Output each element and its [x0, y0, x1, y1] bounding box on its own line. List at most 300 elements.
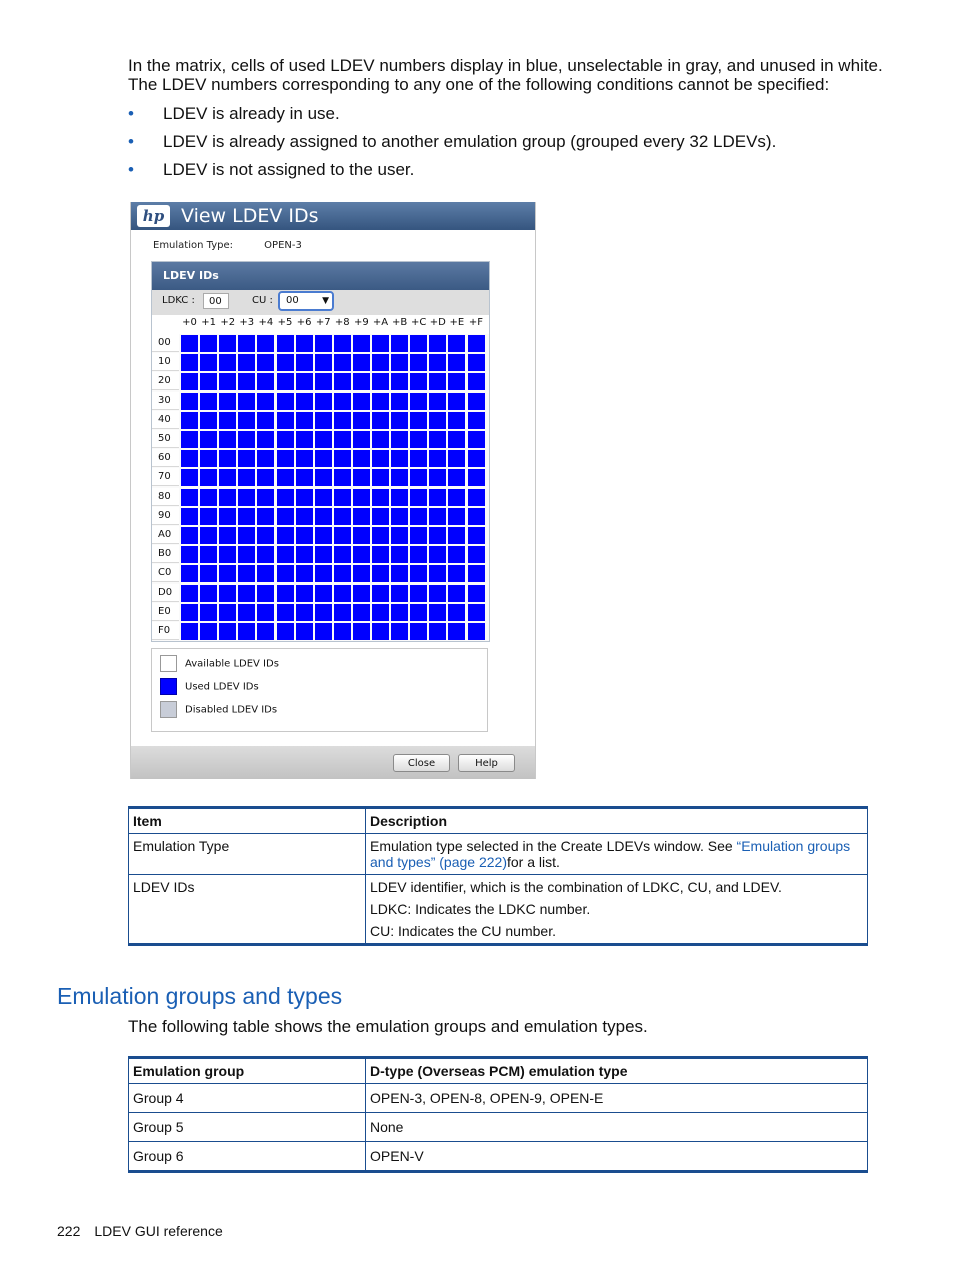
ldev-cell[interactable] [181, 373, 198, 390]
ldev-cell[interactable] [257, 585, 274, 602]
ldev-cell[interactable] [372, 508, 389, 525]
ldev-cell[interactable] [391, 565, 408, 582]
ldev-cell[interactable] [315, 393, 332, 410]
ldev-cell[interactable] [277, 585, 294, 602]
help-button[interactable]: Help [458, 754, 515, 772]
ldev-cell[interactable] [219, 393, 236, 410]
ldev-cell[interactable] [410, 508, 427, 525]
emulation-type-row [153, 240, 302, 251]
ldev-cell[interactable] [391, 450, 408, 467]
ldev-cell[interactable] [448, 450, 465, 467]
ldev-cell[interactable] [238, 546, 255, 563]
ldev-cell[interactable] [410, 393, 427, 410]
matrix-row-header: 80 [152, 488, 179, 506]
ldev-cell[interactable] [429, 604, 446, 621]
ldev-cell[interactable] [257, 469, 274, 486]
ldev-cell[interactable] [181, 450, 198, 467]
ldev-cell[interactable] [257, 412, 274, 429]
ldev-cell[interactable] [391, 335, 408, 352]
ldev-cell[interactable] [391, 393, 408, 410]
ldev-cell[interactable] [334, 412, 351, 429]
ldev-cell[interactable] [448, 565, 465, 582]
ldev-cell[interactable] [200, 489, 217, 506]
ldev-cell[interactable] [391, 489, 408, 506]
description-cell: LDEV identifier, which is the combination of LDKC, CU, and LDEV. LDKC: Indicates the LDKC number. CU: Indicates the CU number. [366, 875, 868, 945]
ldev-cell[interactable] [429, 469, 446, 486]
ldev-cell[interactable] [277, 469, 294, 486]
ldev-cell[interactable] [372, 469, 389, 486]
ldev-cell[interactable] [468, 623, 485, 640]
ldev-cell[interactable] [296, 335, 313, 352]
ldev-cell[interactable] [410, 335, 427, 352]
ldev-cell[interactable] [277, 373, 294, 390]
legend-available: Available LDEV IDs [160, 655, 279, 673]
ldev-cell[interactable] [257, 508, 274, 525]
ldev-cell[interactable] [257, 604, 274, 621]
ldev-cell[interactable] [334, 604, 351, 621]
ldev-cell[interactable] [257, 373, 274, 390]
header-emulation-type: D-type (Overseas PCM) emulation type [366, 1058, 868, 1084]
ldev-cell[interactable] [315, 565, 332, 582]
ldev-cell[interactable] [468, 412, 485, 429]
ldev-cell[interactable] [468, 469, 485, 486]
ldev-cell[interactable] [181, 508, 198, 525]
ldev-cell[interactable] [200, 508, 217, 525]
ldev-cell[interactable] [334, 508, 351, 525]
ldev-cell[interactable] [372, 585, 389, 602]
ldev-cell[interactable] [181, 527, 198, 544]
ldev-cell[interactable] [315, 469, 332, 486]
ldev-cell[interactable] [448, 354, 465, 371]
ldev-cell[interactable] [315, 373, 332, 390]
ldev-cell[interactable] [277, 508, 294, 525]
ldev-cell[interactable] [353, 604, 370, 621]
matrix-column-header: +5 [277, 317, 293, 328]
ldev-cell[interactable] [315, 527, 332, 544]
intro-paragraph: In the matrix, cells of used LDEV numbers display in blue, unselectable in gray, and unused in white. The LDEV numbers corresponding to any one of the following conditions cannot be specified: [128, 56, 883, 94]
ldev-cell[interactable] [181, 489, 198, 506]
ldev-cell[interactable] [315, 335, 332, 352]
emulation-groups-table [128, 1056, 868, 1173]
ldev-cell[interactable] [372, 393, 389, 410]
ldev-cell[interactable] [181, 469, 198, 486]
ldev-cell[interactable] [257, 623, 274, 640]
legend-disabled: Disabled LDEV IDs [160, 701, 277, 719]
ldev-cell[interactable] [181, 565, 198, 582]
ldev-cell[interactable] [219, 565, 236, 582]
table-row: Group 4 OPEN-3, OPEN-8, OPEN-9, OPEN-E [129, 1084, 868, 1113]
ldev-cell[interactable] [277, 489, 294, 506]
ldev-cell[interactable] [219, 469, 236, 486]
cu-dropdown[interactable] [278, 291, 334, 311]
cu-label: CU : [252, 295, 273, 306]
ldev-cell[interactable] [429, 354, 446, 371]
ldev-cell[interactable] [181, 546, 198, 563]
ldev-cell[interactable] [238, 604, 255, 621]
table-row [129, 834, 868, 875]
ldev-cell[interactable] [353, 508, 370, 525]
ldev-cell[interactable] [200, 373, 217, 390]
ldev-cell[interactable] [257, 393, 274, 410]
ldev-cell[interactable] [468, 585, 485, 602]
ldev-cell[interactable] [429, 623, 446, 640]
emulation-groups-link[interactable]: “Emulation groups and types” (page 222) [370, 838, 851, 870]
ldev-cell[interactable] [448, 469, 465, 486]
ldev-cell[interactable] [372, 450, 389, 467]
ldev-cell[interactable] [296, 354, 313, 371]
ldev-cell[interactable] [468, 431, 485, 448]
ldev-cell[interactable] [353, 469, 370, 486]
ldev-cell[interactable] [296, 431, 313, 448]
ldev-cell[interactable] [429, 412, 446, 429]
ldev-cell[interactable] [257, 450, 274, 467]
ldev-cell[interactable] [353, 335, 370, 352]
ldev-cell[interactable] [296, 393, 313, 410]
ldev-cell[interactable] [468, 565, 485, 582]
ldev-cell[interactable] [181, 335, 198, 352]
ldev-cell[interactable] [277, 412, 294, 429]
ldev-cell[interactable] [238, 393, 255, 410]
ldev-cell[interactable] [410, 585, 427, 602]
ldev-cell[interactable] [238, 508, 255, 525]
ldev-cell[interactable] [315, 623, 332, 640]
ldev-cell[interactable] [296, 565, 313, 582]
table-row [129, 875, 868, 945]
ldev-cell[interactable] [181, 354, 198, 371]
ldev-cell[interactable] [181, 623, 198, 640]
ldev-cell[interactable] [410, 354, 427, 371]
matrix-row-header: 50 [152, 430, 179, 448]
ldev-cell[interactable] [410, 623, 427, 640]
ldev-cell[interactable] [429, 335, 446, 352]
window-footer [131, 746, 535, 779]
ldev-cell[interactable] [238, 450, 255, 467]
ldev-cell[interactable] [391, 412, 408, 429]
ldev-cell[interactable] [372, 565, 389, 582]
ldev-cell[interactable] [448, 604, 465, 621]
ldev-cell[interactable] [410, 469, 427, 486]
ldev-cell[interactable] [353, 489, 370, 506]
ldev-cell[interactable] [410, 604, 427, 621]
ldev-cell[interactable] [353, 354, 370, 371]
ldev-cell[interactable] [334, 565, 351, 582]
ldev-cell[interactable] [468, 604, 485, 621]
ldev-cell[interactable] [277, 546, 294, 563]
ldev-cell[interactable] [372, 489, 389, 506]
table-row: Group 5 None [129, 1113, 868, 1142]
ldev-cell[interactable] [410, 431, 427, 448]
ldev-cell[interactable] [277, 335, 294, 352]
ldev-cell[interactable] [257, 546, 274, 563]
ldev-cell[interactable] [315, 585, 332, 602]
ldev-cell[interactable] [353, 546, 370, 563]
ldev-cell[interactable] [448, 546, 465, 563]
ldev-cell[interactable] [391, 604, 408, 621]
item-cell: LDEV IDs [129, 875, 366, 945]
ldev-cell[interactable] [468, 450, 485, 467]
ldev-cell[interactable] [391, 431, 408, 448]
ldev-cell[interactable] [219, 527, 236, 544]
ldev-cell[interactable] [257, 335, 274, 352]
ldev-cell[interactable] [238, 469, 255, 486]
ldev-cell[interactable] [334, 527, 351, 544]
ldev-cell[interactable] [181, 412, 198, 429]
ldev-cell[interactable] [429, 489, 446, 506]
ldev-cell[interactable] [238, 335, 255, 352]
matrix-column-header: +4 [258, 317, 274, 328]
ldev-cell[interactable] [391, 546, 408, 563]
matrix-row-header: D0 [152, 584, 179, 602]
ldev-cell[interactable] [296, 546, 313, 563]
ldev-cell[interactable] [391, 373, 408, 390]
section-heading: Emulation groups and types [57, 983, 343, 1009]
ldev-cell[interactable] [410, 373, 427, 390]
ldev-cell[interactable] [296, 604, 313, 621]
ldev-cell[interactable] [200, 527, 217, 544]
ldev-cell[interactable] [391, 354, 408, 371]
ldev-cell[interactable] [238, 585, 255, 602]
matrix-row-header: 60 [152, 449, 179, 467]
ldev-cell[interactable] [353, 565, 370, 582]
ldev-cell[interactable] [468, 354, 485, 371]
table-row: Group 6 OPEN-V [129, 1142, 868, 1172]
legend [151, 648, 488, 732]
ldev-cell[interactable] [353, 412, 370, 429]
ldev-cell[interactable] [315, 450, 332, 467]
ldev-cell[interactable] [296, 412, 313, 429]
description-cell: Emulation type selected in the Create LDEVs window. See “Emulation groups and types” (page 222)for a list. [366, 834, 868, 875]
ldev-cell[interactable] [448, 508, 465, 525]
ldev-cell[interactable] [334, 335, 351, 352]
ldev-cell[interactable] [353, 527, 370, 544]
ldev-cell[interactable] [334, 623, 351, 640]
ldev-cell[interactable] [448, 527, 465, 544]
matrix-column-header: +6 [296, 317, 312, 328]
ldev-cell[interactable] [429, 585, 446, 602]
ldev-cell[interactable] [372, 431, 389, 448]
ldev-cell[interactable] [200, 450, 217, 467]
ldev-cell[interactable] [353, 373, 370, 390]
ldev-cell[interactable] [238, 565, 255, 582]
ldev-cell[interactable] [181, 604, 198, 621]
ldev-cell[interactable] [429, 527, 446, 544]
ldev-cell[interactable] [200, 354, 217, 371]
ldev-cell[interactable] [219, 450, 236, 467]
ldev-cell[interactable] [334, 546, 351, 563]
ldev-cell[interactable] [277, 354, 294, 371]
matrix-row-header: 90 [152, 507, 179, 525]
ldev-cell[interactable] [296, 373, 313, 390]
ldev-cell[interactable] [315, 354, 332, 371]
ldev-cell[interactable] [391, 469, 408, 486]
ldev-cell[interactable] [448, 393, 465, 410]
ldev-cell[interactable] [200, 623, 217, 640]
ldev-cell[interactable] [257, 431, 274, 448]
ldev-cell[interactable] [181, 585, 198, 602]
ldev-cell[interactable] [219, 373, 236, 390]
ldev-cell[interactable] [468, 373, 485, 390]
ldev-cell[interactable] [238, 527, 255, 544]
ldev-cell[interactable] [410, 546, 427, 563]
page-footer [57, 1223, 223, 1239]
ldev-cell[interactable] [372, 335, 389, 352]
ldev-cell[interactable] [277, 431, 294, 448]
ldev-cell[interactable] [429, 450, 446, 467]
ldev-cell[interactable] [200, 585, 217, 602]
matrix-column-header: +C [411, 317, 427, 328]
ldev-cell[interactable] [315, 546, 332, 563]
ldev-cell[interactable] [468, 508, 485, 525]
ldev-cell[interactable] [429, 508, 446, 525]
ldev-cell[interactable] [372, 412, 389, 429]
ldev-cell[interactable] [410, 527, 427, 544]
ldev-cell[interactable] [448, 431, 465, 448]
matrix-row-header: A0 [152, 526, 179, 544]
matrix-row-header: C0 [152, 564, 179, 582]
ldev-cell[interactable] [468, 393, 485, 410]
ldev-cell[interactable] [448, 335, 465, 352]
ldev-cell[interactable] [315, 604, 332, 621]
ldev-cell[interactable] [448, 373, 465, 390]
matrix-row-header: 00 [152, 334, 179, 352]
ldev-cell[interactable] [410, 412, 427, 429]
ldev-cell[interactable] [429, 393, 446, 410]
ldev-cell[interactable] [391, 623, 408, 640]
ldev-cell[interactable] [219, 335, 236, 352]
ldev-cell[interactable] [181, 393, 198, 410]
ldev-cell[interactable] [296, 469, 313, 486]
ldev-cell[interactable] [353, 450, 370, 467]
ldev-cell[interactable] [353, 623, 370, 640]
ldev-cell[interactable] [410, 450, 427, 467]
ldev-cell[interactable] [334, 585, 351, 602]
ldev-cell[interactable] [410, 489, 427, 506]
ldev-cell[interactable] [257, 527, 274, 544]
ldev-cell[interactable] [334, 393, 351, 410]
ldev-cell[interactable] [315, 431, 332, 448]
ldev-cell[interactable] [257, 354, 274, 371]
ldev-cell[interactable] [315, 412, 332, 429]
ldev-cell[interactable] [296, 527, 313, 544]
ldev-cell[interactable] [391, 527, 408, 544]
ldev-cell[interactable] [448, 585, 465, 602]
ldev-cell[interactable] [219, 354, 236, 371]
ldev-cell[interactable] [372, 354, 389, 371]
ldkc-field[interactable]: 00 [203, 293, 229, 309]
ldev-cell[interactable] [315, 508, 332, 525]
ldev-cell[interactable] [200, 412, 217, 429]
ldev-cell[interactable] [448, 489, 465, 506]
ldev-cell[interactable] [372, 623, 389, 640]
ldev-cell[interactable] [200, 604, 217, 621]
ldev-cell[interactable] [353, 393, 370, 410]
ldev-cell[interactable] [372, 604, 389, 621]
ldev-cell[interactable] [429, 431, 446, 448]
ldev-cell[interactable] [238, 489, 255, 506]
ldev-cell[interactable] [219, 431, 236, 448]
ldev-cell[interactable] [448, 623, 465, 640]
ldev-cell[interactable] [257, 489, 274, 506]
ldev-cell[interactable] [200, 393, 217, 410]
ldev-cell[interactable] [372, 527, 389, 544]
ldev-cell[interactable] [200, 431, 217, 448]
ldev-cell[interactable] [315, 489, 332, 506]
ldev-cell[interactable] [219, 412, 236, 429]
ldev-cell[interactable] [296, 623, 313, 640]
ldev-cell[interactable] [238, 412, 255, 429]
ldev-cell[interactable] [257, 565, 274, 582]
ldev-cell[interactable] [277, 604, 294, 621]
ldev-cell[interactable] [219, 508, 236, 525]
bullet-item: • LDEV is already in use. [128, 104, 340, 123]
ldev-cell[interactable] [219, 604, 236, 621]
ldev-cell[interactable] [448, 412, 465, 429]
ldev-cell[interactable] [468, 527, 485, 544]
ldev-cell[interactable] [238, 354, 255, 371]
ldev-cell[interactable] [468, 489, 485, 506]
ldev-cell[interactable] [200, 546, 217, 563]
view-ldev-ids-window [130, 202, 536, 779]
header-emulation-group: Emulation group [129, 1058, 366, 1084]
ldev-cell[interactable] [296, 489, 313, 506]
ldev-cell[interactable] [372, 373, 389, 390]
ldev-cell[interactable] [238, 373, 255, 390]
ldev-cell[interactable] [468, 335, 485, 352]
ldev-cell[interactable] [334, 431, 351, 448]
ldev-cell[interactable] [277, 527, 294, 544]
matrix-column-header: +A [372, 317, 389, 328]
ldev-cell[interactable] [334, 373, 351, 390]
ldev-cell[interactable] [429, 546, 446, 563]
ldev-cell[interactable] [277, 450, 294, 467]
ldev-cell[interactable] [219, 489, 236, 506]
ldev-cell[interactable] [353, 431, 370, 448]
matrix-row-header: F0 [152, 622, 179, 640]
ldev-cell[interactable] [238, 431, 255, 448]
matrix-column-header: +2 [220, 317, 236, 328]
ldev-cell[interactable] [391, 585, 408, 602]
ldev-cell[interactable] [410, 565, 427, 582]
ldev-cell[interactable] [334, 469, 351, 486]
ldev-cell[interactable] [429, 565, 446, 582]
ldev-cell[interactable] [334, 489, 351, 506]
ldev-cell[interactable] [353, 585, 370, 602]
ldev-cell[interactable] [468, 546, 485, 563]
ldev-cell[interactable] [238, 623, 255, 640]
ldev-cell[interactable] [219, 546, 236, 563]
close-button[interactable]: Close [393, 754, 450, 772]
ldev-cell[interactable] [277, 623, 294, 640]
ldev-cell[interactable] [296, 450, 313, 467]
ldev-cell[interactable] [181, 431, 198, 448]
ldev-cell[interactable] [277, 393, 294, 410]
ldev-cell[interactable] [334, 450, 351, 467]
legend-used: Used LDEV IDs [160, 678, 259, 696]
ldev-cell[interactable] [334, 354, 351, 371]
ldev-cell[interactable] [372, 546, 389, 563]
ldev-cell[interactable] [296, 585, 313, 602]
ldev-cell[interactable] [200, 565, 217, 582]
ldev-cell[interactable] [219, 623, 236, 640]
ldev-cell[interactable] [200, 335, 217, 352]
ldev-cell[interactable] [219, 585, 236, 602]
ldev-cell[interactable] [277, 565, 294, 582]
matrix-row-header: 20 [152, 372, 179, 390]
ldev-cell[interactable] [429, 373, 446, 390]
ldev-cell[interactable] [200, 469, 217, 486]
ldev-cell[interactable] [391, 508, 408, 525]
ldev-cell[interactable] [296, 508, 313, 525]
